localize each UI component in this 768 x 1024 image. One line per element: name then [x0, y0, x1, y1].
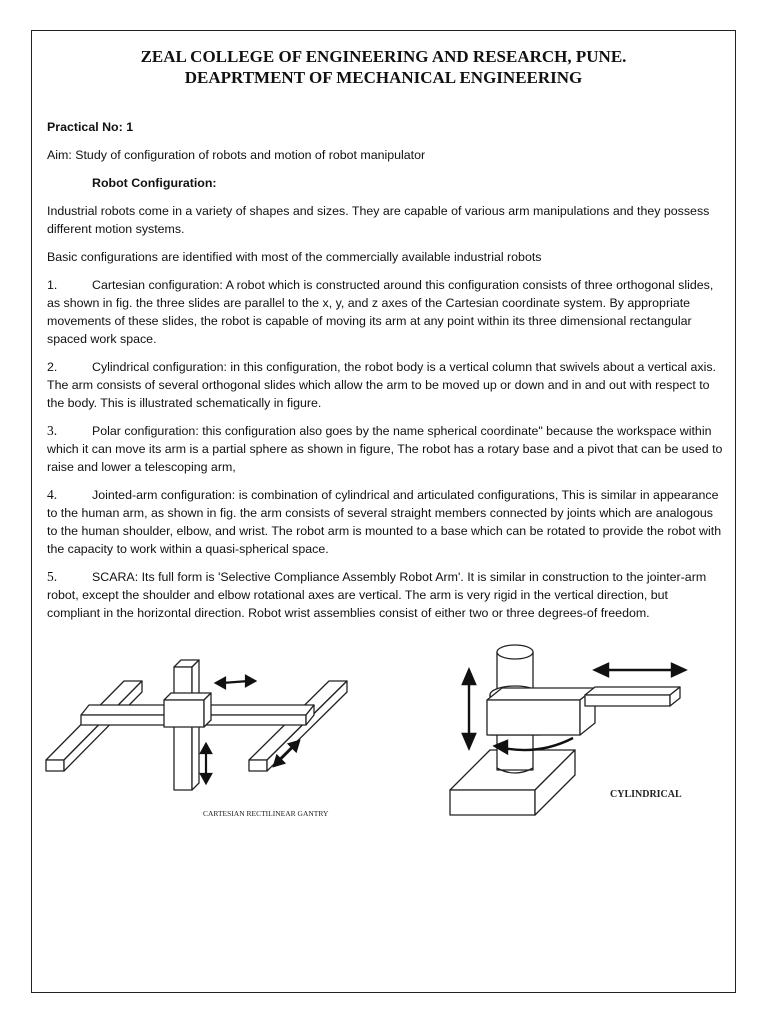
list-item-polar [47, 422, 723, 476]
cartesian-gantry-figure [44, 655, 374, 795]
document-header [31, 46, 736, 88]
item-number: 4. [47, 487, 58, 502]
list-item-cartesian [47, 276, 723, 348]
intro-paragraph: Industrial robots come in a variety of shapes and sizes. They are capable of various arm manipulations and they possess different motion systems. [47, 204, 710, 236]
item-text: Polar configuration: this configuration also goes by the name spherical coordinate" because the workspace within which it can move its arm is a partial sphere as shown in figure, The robot has a rotary base and a pivot that can be used to raise and lower a telescoping arm, [47, 424, 723, 474]
document-body [47, 118, 723, 632]
department-title: DEAPRTMENT OF MECHANICAL ENGINEERING [184, 68, 583, 87]
item-text: Cartesian configuration: A robot which is constructed around this configuration consists of three orthogonal slides, as shown in fig. the three slides are parallel to the x, y, and z axes of the Cartesian coordinate system. By appropriate movements of these slides, the robot is capable of moving its arm at any point within its three dimensional rectangular spaced work space. [47, 278, 714, 346]
cartesian-caption: CARTESIAN RECTILINEAR GANTRY [203, 809, 329, 818]
aim-text: Aim: Study of configuration of robots and motion of robot manipulator [47, 148, 426, 162]
item-number: 5. [47, 569, 58, 584]
list-item-scara [47, 568, 723, 622]
item-text: Jointed-arm configuration: is combination of cylindrical and articulated configurations, This is similar in appearance to the human arm, as shown in fig. the arm consists of several straight members connected by joints which are analogous to the human shoulder, elbow, and wrist. The robot arm is mounted to a base which can be rotated to provide the robot with the capacity to work within a quasi-spherical space. [47, 488, 722, 556]
section-heading: Robot Configuration: [92, 176, 217, 190]
cylindrical-caption: CYLINDRICAL [610, 789, 682, 800]
item-number: 2. [47, 360, 58, 374]
item-text: Cylindrical configuration: in this configuration, the robot body is a vertical column that swivels about a vertical axis. The arm consists of several orthogonal slides which allow the arm to be moved up or down and in and out with respect to the body. This is illustrated schematically in figure. [47, 360, 716, 410]
practical-number: Practical No: 1 [47, 120, 134, 134]
item-number: 1. [47, 278, 58, 292]
basic-paragraph: Basic configurations are identified with most of the commercially available industrial robots [47, 250, 542, 264]
item-text: SCARA: Its full form is 'Selective Compliance Assembly Robot Arm'. It is similar in construction to the jointer-arm robot, except the shoulder and elbow rotational axes are vertical. The arm is very rigid in the vertical direction, but compliant in the horizontal direction. Robot wrist assemblies consist of either two or three degrees-of freedom. [47, 570, 707, 620]
list-item-jointed-arm [47, 486, 723, 558]
list-item-cylindrical [47, 358, 723, 412]
item-number: 3. [47, 423, 58, 438]
college-title: ZEAL COLLEGE OF ENGINEERING AND RESEARCH, PUNE. [140, 47, 627, 66]
